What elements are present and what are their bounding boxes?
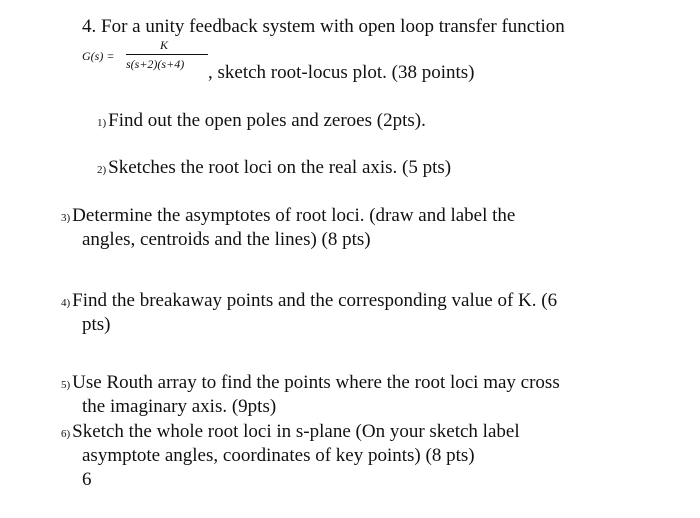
- question-subtitle: [208, 62, 475, 84]
- item-4-text: Find the breakaway points and the corresponding value of K. (6: [72, 290, 558, 311]
- transfer-function-lhs: G(s) =: [82, 49, 115, 63]
- item-6-continuation-2: [82, 469, 92, 491]
- item-4: [61, 290, 557, 314]
- item-6-number: 6): [61, 428, 71, 440]
- item-3: [61, 205, 515, 229]
- item-4-text-2: pts): [82, 314, 111, 335]
- item-2-text: Sketches the root loci on the real axis. (5 pts): [108, 157, 452, 178]
- item-5-continuation: [82, 396, 276, 418]
- item-4-continuation: [82, 314, 111, 336]
- item-3-text-2: angles, centroids and the lines) (8 pts): [82, 229, 371, 250]
- item-6-text-2: asymptote angles, coordinates of key points) (8 pts): [82, 445, 475, 466]
- item-1: [97, 110, 426, 134]
- item-5-number: 5): [61, 379, 71, 391]
- item-5: [61, 372, 560, 396]
- item-2-number: 2): [97, 164, 107, 176]
- fraction-bar: [126, 54, 208, 55]
- question-title: [82, 16, 565, 38]
- item-1-number: 1): [97, 117, 107, 129]
- item-6-continuation: [82, 445, 475, 467]
- item-1-text: Find out the open poles and zeroes (2pts).: [108, 110, 426, 131]
- transfer-function-numerator: K: [160, 38, 169, 52]
- item-2: [97, 157, 451, 181]
- item-6-text-3: 6: [82, 469, 92, 490]
- question-subtitle-text: , sketch root-locus plot. (38 points): [208, 62, 475, 83]
- item-5-text: Use Routh array to find the points where the root loci may cross: [72, 372, 560, 393]
- item-3-continuation: [82, 229, 371, 251]
- item-6-text: Sketch the whole root loci in s-plane (On your sketch label: [72, 421, 520, 442]
- item-4-number: 4): [61, 297, 71, 309]
- question-title-text: 4. For a unity feedback system with open loop transfer function: [82, 16, 565, 37]
- item-3-text: Determine the asymptotes of root loci. (draw and label the: [72, 205, 516, 226]
- transfer-function-denominator: s(s+2)(s+4): [126, 57, 185, 71]
- item-3-number: 3): [61, 212, 71, 224]
- item-6: [61, 421, 520, 445]
- item-5-text-2: the imaginary axis. (9pts): [82, 396, 277, 417]
